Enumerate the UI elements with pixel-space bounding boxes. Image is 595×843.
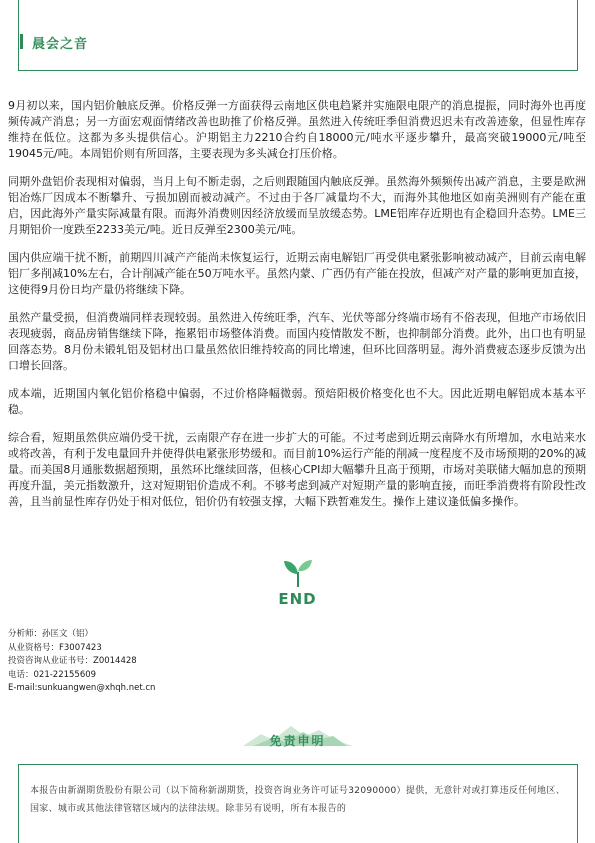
disclaimer-text: 本报告由新湖期货股份有限公司（以下简称新湖期货，投资咨询业务许可证号32090000）提供，无意针对或打算违反任何地区、国家、城市或其他法律管辖区域内的法律法规。除非另有说明，所有本报告的 [30,786,565,814]
analyst-email: E-mail:sunkuangwen@xhqh.net.cn [8,683,156,693]
analyst-name: 分析师：孙匡文（铝） [8,629,94,639]
paragraph-1: 9月初以来，国内铝价触底反弹。价格反弹一方面获得云南地区供电趋紧并实施限电限产的消息提振，同时海外也再度频传减产消息；另一方面宏观面情绪改善也助推了价格反弹。虽然进入传统旺季但消费迟迟未有改善迹象，但显性库存维持在低位。这都为多头提供信心。沪期铝主力2210合约自18000元/吨水平逐步攀升，最高突破19000元/吨至19045元/吨。本周铝价则有所回落，主要表现为多头减仓打压价格。 [8,99,586,160]
header-frame [18,0,578,71]
sprout-icon [281,558,315,588]
disclaimer-title: 免责申明 [269,734,326,748]
paragraph-6: 综合看，短期虽然供应端仍受干扰，云南限产存在进一步扩大的可能。不过考虑到近期云南降水有所增加，水电站来水或将改善，有利于发电量回升并使得供电紧张形势缓和。而目前10%运行产能的削减一度程度不及市场预期的20%的减量。而美国8月通胀数据超预期，虽然环比继续回落，但核心CPI却大幅攀升且高于预期，市场对美联储大幅加息的预期再度升温，美元指数激升，这对短期铝价造成不利。不够考虑到减产对短期产量的影响直接，而旺季消费将有阶段性改善，且当前显性库存仍处于相对低位，铝价仍有较强支撑，大幅下跌暂难发生。操作上建议逢低偏多操作。 [8,431,586,508]
end-marker [0,558,595,608]
end-label: END [278,590,317,608]
analyst-consulting-cert: 投资咨询从业证书号：Z0014428 [8,656,137,666]
section-title: 晨会之音 [32,37,89,52]
analyst-qualification: 从业资格号：F3007423 [8,642,102,653]
paragraph-2: 同期外盘铝价表现相对偏弱，当月上旬不断走弱，之后则跟随国内触底反弹。虽然海外频频传出减产消息，主要是欧洲铝冶炼厂因成本不断攀升、亏损加剧而被动减产。不过由于各厂减量均不大，而海外其他地区如南美洲则有产能在重启，因此海外产量实际减量有限。而海外消费则因经济放缓而呈放缓态势。LME铝库存近期也有企稳回升态势。LME三月期铝价一度跌至2233美元/吨。近日反弹至2300美元/吨。 [8,175,586,236]
paragraph-5: 成本端，近期国内氧化铝价格稳中偏弱，不过价格降幅微弱。预焙阳极价格变化也不大。因此近期电解铝成本基本平稳。 [8,387,586,416]
analyst-phone: 电话：021-22155609 [8,669,97,680]
paragraph-4: 虽然产量受损，但消费端同样表现较弱。虽然进入传统旺季，汽车、光伏等部分终端市场有不俗表现，但地产市场依旧表现疲弱，商品房销售继续下降，拖累铝市场整体消费。而国内疫情散发不断，也抑制部分消费。此外，出口也有明显回落态势。8月份未锻轧铝及铝材出口量虽然依旧维持较高的同比增速，但环比回落明显。海外消费疲态逐步反馈为出口增长回落。 [8,311,586,372]
header-accent-bar [20,34,23,49]
analyst-info [8,628,155,696]
disclaimer-header [0,720,595,767]
paragraph-3: 国内供应端干扰不断，前期四川减产产能尚未恢复运行，近期云南电解铝厂再受供电紧张影响被动减产，目前云南电解铝厂多削减10%左右，合计削减产能在50万吨水平。虽然内蒙、广西仍有产能在投放，但减产对产量的影响更加直接，这使得9月份日均产量仍将继续下降。 [8,251,586,296]
report-body [8,98,586,522]
